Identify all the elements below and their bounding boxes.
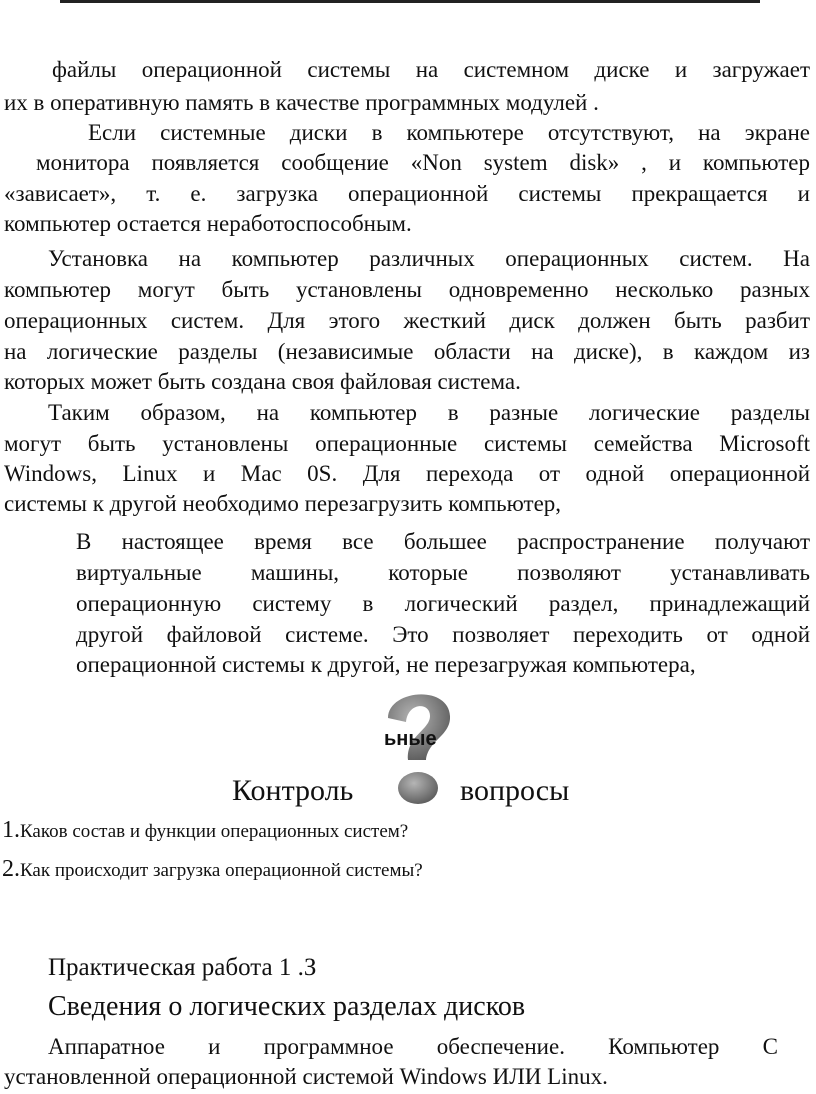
question-number: 2. [2, 856, 20, 882]
text-line: монитора появляется сообщение «Non system disk» , и компьютер [36, 150, 810, 175]
text-line: на логические разделы (независимые области на диске), в каждом из [4, 339, 810, 364]
text-line: установленной операционной системой Windows ИЛИ Linux. [4, 1064, 608, 1089]
practical-title: Практическая работа 1 .З [48, 954, 317, 981]
text-line: операционных систем. Для этого жесткий диск должен быть разбит [4, 308, 810, 333]
heading-questions: вопросы [460, 774, 570, 807]
question-text: Как происходит загрузка операционной системы? [20, 860, 423, 881]
question-item [2, 815, 408, 847]
heading-control: Контроль [232, 774, 354, 807]
icon-caption: ьные [384, 728, 437, 750]
text-line: операционной системы к другой, не перезагружая компьютера, [76, 652, 696, 677]
text-line: Установка на компьютер различных операционных систем. На [48, 246, 810, 271]
text-line: компьютер остается неработоспособным. [4, 211, 412, 236]
section-title: Сведения о логических разделах дисков [48, 991, 526, 1022]
text-line: которых может быть создана своя файловая система. [4, 369, 521, 394]
text-line: компьютер могут быть установлены одновременно несколько разных [4, 277, 810, 302]
text-line: В настоящее время все большее распространение получают [76, 529, 810, 554]
text-line: Windows, Linux и Mac 0S. Для перехода от одной операционной [4, 461, 810, 486]
text-line: «зависает», т. е. загрузка операционной системы прекращается и [4, 181, 810, 206]
text-line: другой файловой системе. Это позволяет переходить от одной [76, 622, 810, 647]
question-number: 1. [2, 817, 20, 843]
question-item [2, 854, 423, 886]
text-line: виртуальные машины, которые позволяют устанавливать [76, 560, 810, 585]
text-line: операционную систему в логический раздел, принадлежащий [76, 591, 810, 616]
text-line: файлы операционной системы на системном диске и загружает [52, 57, 810, 82]
text-line: могут быть установлены операционные системы семейства Microsoft [4, 431, 810, 456]
text-line: их в оперативную память в качестве программных модулей . [4, 90, 599, 115]
text-line: Таким образом, на компьютер в разные логические разделы [48, 400, 810, 425]
question-text: Каков состав и функции операционных систем? [20, 821, 409, 842]
text-line: системы к другой необходимо перезагрузить компьютер, [4, 491, 562, 516]
text-line: Аппаратное и программное обеспечение. Компьютер С [48, 1034, 778, 1059]
top-rule [60, 0, 760, 3]
text-line: Если системные диски в компьютере отсутствуют, на экране [88, 120, 810, 145]
